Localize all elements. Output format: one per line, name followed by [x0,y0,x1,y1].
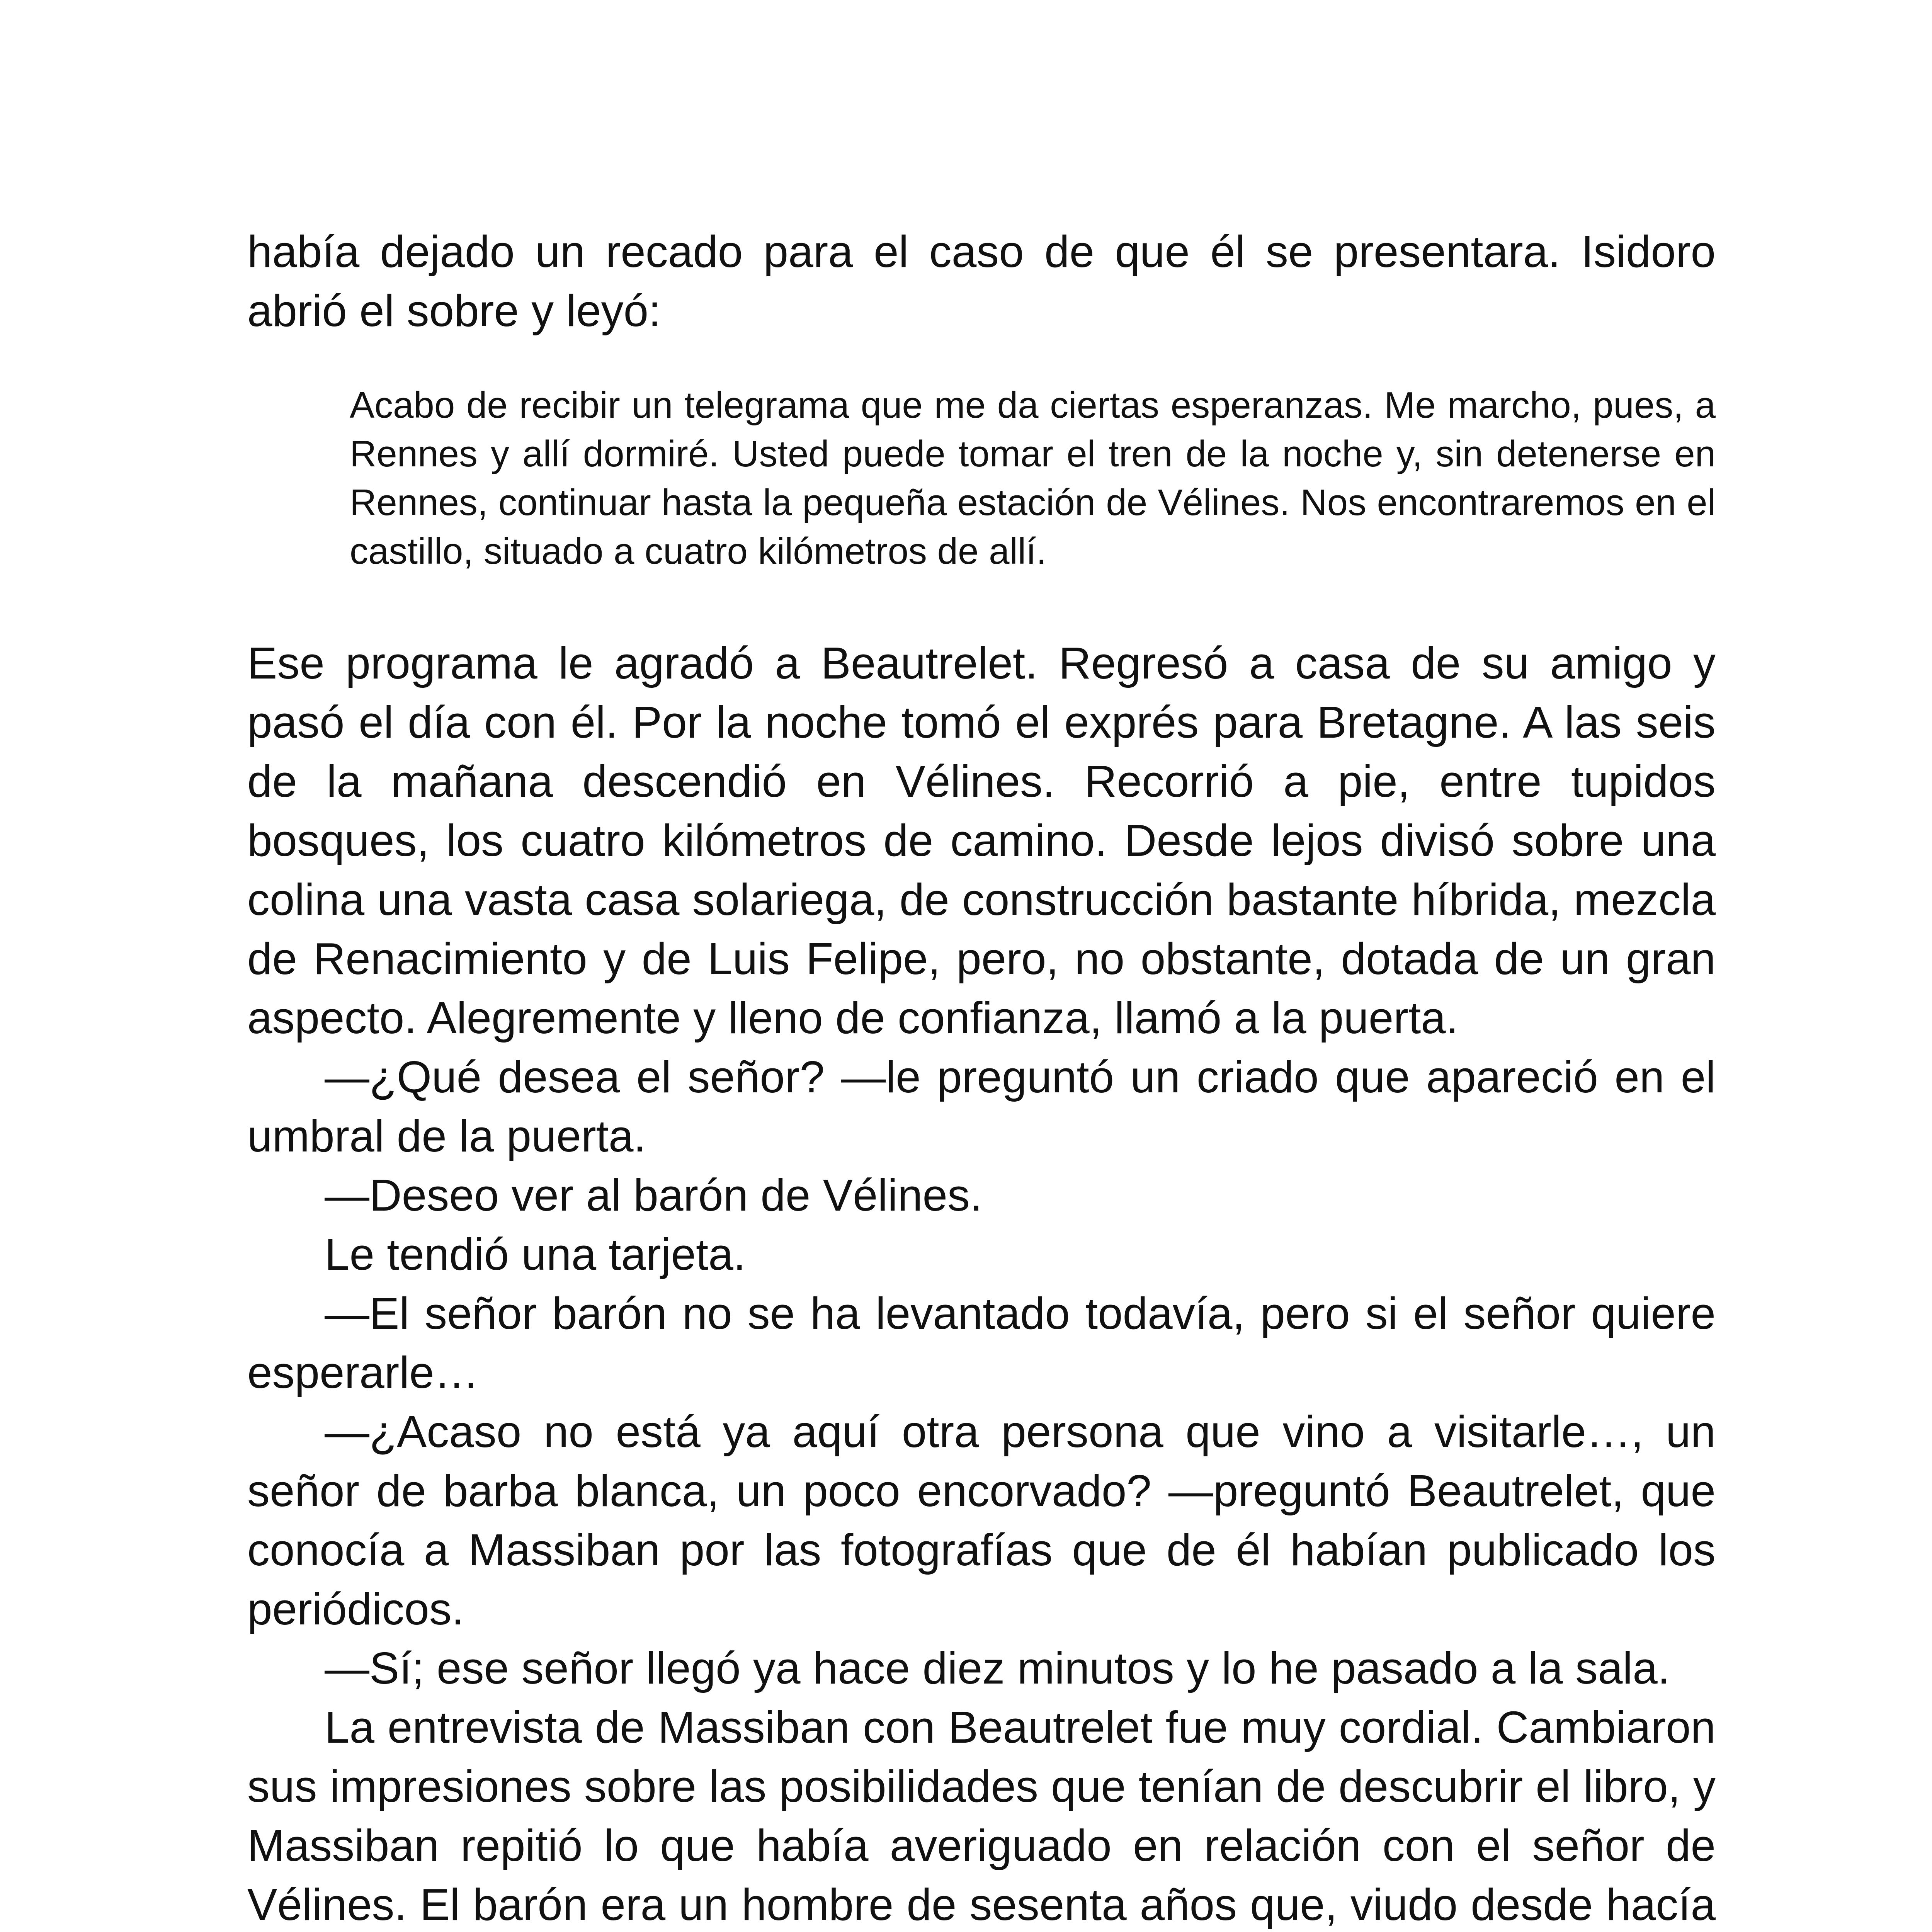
paragraph-interview: La entrevista de Massiban con Beautrelet fue muy cordial. Cambiaron sus impresiones sobre las posibilidades que tenían de descubrir el libro, y Massiban repitió lo que había averiguado en relación con el señor de Vélines. El barón era un hombre de sesenta años que, viudo desde hacía [247,1702,1716,1930]
dialogue-request-baron: —Deseo ver al barón de Vélines. [325,1170,983,1220]
quoted-letter [350,381,1716,576]
text-column [247,222,1716,1932]
paragraph-card: Le tendió una tarjeta. [325,1229,746,1279]
dialogue-servant-answer: —Sí; ese señor llegó ya hace diez minutos y lo he pasado a la sala. [325,1643,1670,1693]
paragraph-before-letter: había dejado un recado para el caso de que él se presentara. Isidoro abrió el sobre y leyó: [247,226,1716,336]
dialogue-servant-reply: —El señor barón no se ha levantado todavía, pero si el señor quiere esperarle… [247,1288,1716,1398]
dialogue-servant-question: —¿Qué desea el señor? —le preguntó un criado que apareció en el umbral de la puerta. [247,1052,1716,1161]
paragraph-arrival: Ese programa le agradó a Beautrelet. Regresó a casa de su amigo y pasó el día con él. Por la noche tomó el exprés para Bretagne. A las seis de la mañana descendió en Vélines. Recorrió a pie, entre tupidos bosques, los cuatro kilómetros de camino. Desde lejos divisó sobre una colina una vasta casa solariega, de construcción bastante híbrida, mezcla de Renacimiento y de Luis Felipe, pero, no obstante, dotada de un gran aspecto. Alegremente y lleno de confianza, llamó a la puerta. [247,638,1716,1043]
letter-text: Acabo de recibir un telegrama que me da ciertas esperanzas. Me marcho, pues, a Rennes y allí dormiré. Usted puede tomar el tren de la noche y, sin detenerse en Rennes, continuar hasta la pequeña estación de Vélines. Nos encontraremos en el castillo, situado a cuatro kilómetros de allí. [350,384,1716,572]
dialogue-beautrelet-question: —¿Acaso no está ya aquí otra persona que vino a visitarle…, un señor de barba blanca, un poco encorvado? —preguntó Beautrelet, que conocía a Massiban por las fotografías que de él habían publicado los periódicos. [247,1406,1716,1634]
